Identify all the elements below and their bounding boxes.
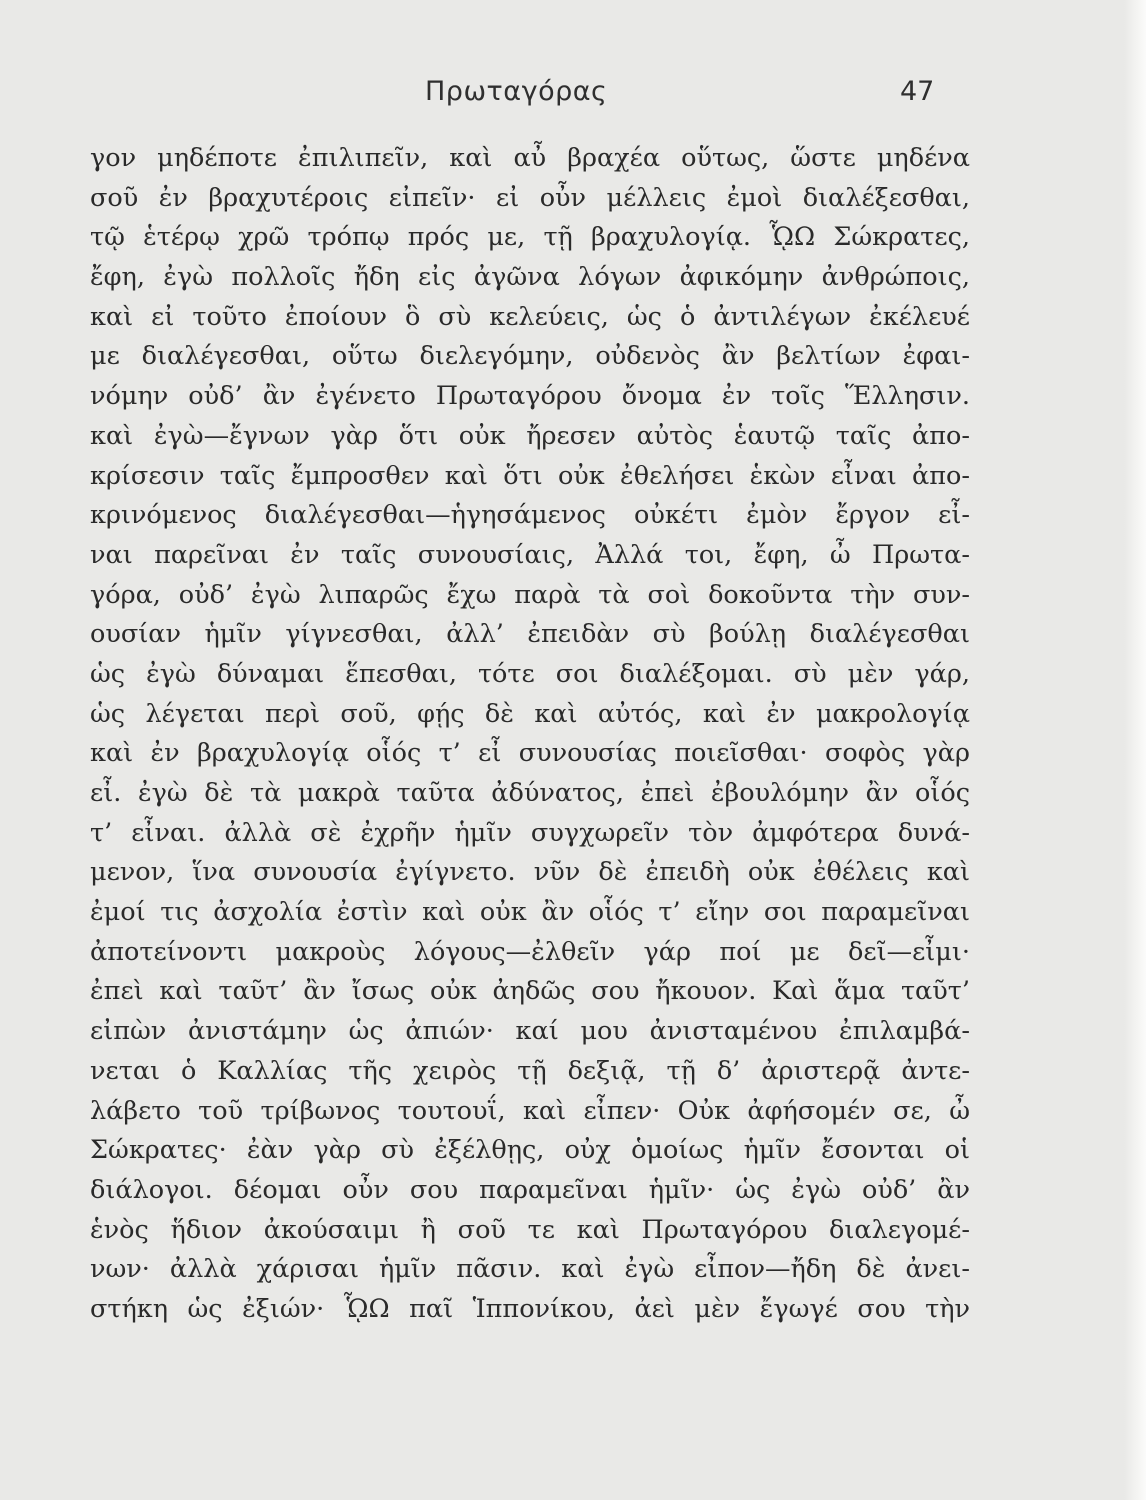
text-line: λάβετο τοῦ τρίβωνος τουτουΐ, καὶ εἶπεν· Οὐκ ἀφήσομέν σε, ὦ xyxy=(90,1095,970,1126)
page-edge-shadow xyxy=(1124,0,1146,1500)
text-line: καὶ ἐγὼ—ἔγνων γὰρ ὅτι οὐκ ἤρεσεν αὐτὸς ἑαυτῷ ταῖς ἀπο- xyxy=(90,420,970,451)
text-line: ναι παρεῖναι ἐν ταῖς συνουσίαις, Ἀλλά τοι, ἔφη, ὦ Πρωτα- xyxy=(90,539,970,570)
text-line: στήκη ὡς ἐξιών· ᾯΩ παῖ Ἱππονίκου, ἀεὶ μὲν ἔγωγέ σου τὴν xyxy=(90,1293,970,1324)
body-text xyxy=(90,139,970,1330)
running-title: Πρωταγόρας xyxy=(425,76,608,107)
text-line: καὶ ἐν βραχυλογίᾳ οἷός τ’ εἶ συνουσίας ποιεῖσθαι· σοφὸς γὰρ xyxy=(90,738,970,769)
text-line: Σώκρατες· ἐὰν γὰρ σὺ ἐξέλθῃς, οὐχ ὁμοίως ἡμῖν ἔσονται οἱ xyxy=(90,1135,970,1166)
text-line: ἑνὸς ἥδιον ἀκούσαιμι ἢ σοῦ τε καὶ Πρωταγόρου διαλεγομέ- xyxy=(90,1214,970,1245)
text-line: ὡς λέγεται περὶ σοῦ, φῄς δὲ καὶ αὐτός, καὶ ἐν μακρολογίᾳ xyxy=(90,698,970,729)
text-line: ουσίαν ἡμῖν γίγνεσθαι, ἀλλ’ ἐπειδὰν σὺ βούλῃ διαλέγεσθαι xyxy=(90,619,970,650)
text-line: εἰπὼν ἀνιστάμην ὡς ἀπιών· καί μου ἀνισταμένου ἐπιλαμβά- xyxy=(90,1016,970,1047)
text-line: ἔφη, ἐγὼ πολλοῖς ἤδη εἰς ἀγῶνα λόγων ἀφικόμην ἀνθρώποις, xyxy=(90,262,970,293)
text-line: σοῦ ἐν βραχυτέροις εἰπεῖν· εἰ οὖν μέλλεις ἐμοὶ διαλέξεσθαι, xyxy=(90,182,970,213)
text-line: ἐμοί τις ἀσχολία ἐστὶν καὶ οὐκ ἂν οἷός τ’ εἴην σοι παραμεῖναι xyxy=(90,897,970,928)
text-line: κρίσεσιν ταῖς ἔμπροσθεν καὶ ὅτι οὐκ ἐθελήσει ἑκὼν εἶναι ἀπο- xyxy=(90,460,970,491)
text-line: γον μηδέποτε ἐπιλιπεῖν, καὶ αὖ βραχέα οὕτως, ὥστε μηδένα xyxy=(90,143,970,173)
page-number: 47 xyxy=(900,76,935,107)
text-line: κρινόμενος διαλέγεσθαι—ἡγησάμενος οὐκέτι ἐμὸν ἔργον εἶ- xyxy=(90,500,970,531)
text-line: μενον, ἵνα συνουσία ἐγίγνετο. νῦν δὲ ἐπειδὴ οὐκ ἐθέλεις καὶ xyxy=(90,857,970,888)
text-line: τ’ εἶναι. ἀλλὰ σὲ ἐχρῆν ἡμῖν συγχωρεῖν τὸν ἀμφότερα δυνά- xyxy=(90,817,970,848)
text-line: τῷ ἑτέρῳ χρῶ τρόπῳ πρός με, τῇ βραχυλογίᾳ. ᾯΩ Σώκρατες, xyxy=(90,222,970,253)
text-line: νόμην οὐδ’ ἂν ἐγένετο Πρωταγόρου ὄνομα ἐν τοῖς Ἕλλησιν. xyxy=(90,381,970,412)
text-line: γόρα, οὐδ’ ἐγὼ λιπαρῶς ἔχω παρὰ τὰ σοὶ δοκοῦντα τὴν συν- xyxy=(90,579,970,610)
text-line: ὡς ἐγὼ δύναμαι ἕπεσθαι, τότε σοι διαλέξομαι. σὺ μὲν γάρ, xyxy=(90,658,970,689)
text-line: διάλογοι. δέομαι οὖν σου παραμεῖναι ἡμῖν· ὡς ἐγὼ οὐδ’ ἂν xyxy=(90,1174,970,1205)
text-line: ἐπεὶ καὶ ταῦτ’ ἂν ἴσως οὐκ ἀηδῶς σου ἤκουον. Καὶ ἅμα ταῦτ’ xyxy=(90,976,970,1007)
running-head xyxy=(0,72,1146,112)
text-line: εἶ. ἐγὼ δὲ τὰ μακρὰ ταῦτα ἀδύνατος, ἐπεὶ ἐβουλόμην ἂν οἷός xyxy=(90,778,970,808)
text-line: νων· ἀλλὰ χάρισαι ἡμῖν πᾶσιν. καὶ ἐγὼ εἶπον—ἤδη δὲ ἀνει- xyxy=(90,1254,970,1285)
text-line: με διαλέγεσθαι, οὕτω διελεγόμην, οὐδενὸς ἂν βελτίων ἐφαι- xyxy=(90,341,970,372)
text-line: νεται ὁ Καλλίας τῆς χειρὸς τῇ δεξιᾷ, τῇ δ’ ἀριστερᾷ ἀντε- xyxy=(90,1055,970,1086)
text-line: καὶ εἰ τοῦτο ἐποίουν ὃ σὺ κελεύεις, ὡς ὁ ἀντιλέγων ἐκέλευέ xyxy=(90,301,970,332)
text-line: ἀποτείνοντι μακροὺς λόγους—ἐλθεῖν γάρ ποί με δεῖ—εἶμι· xyxy=(90,936,970,967)
